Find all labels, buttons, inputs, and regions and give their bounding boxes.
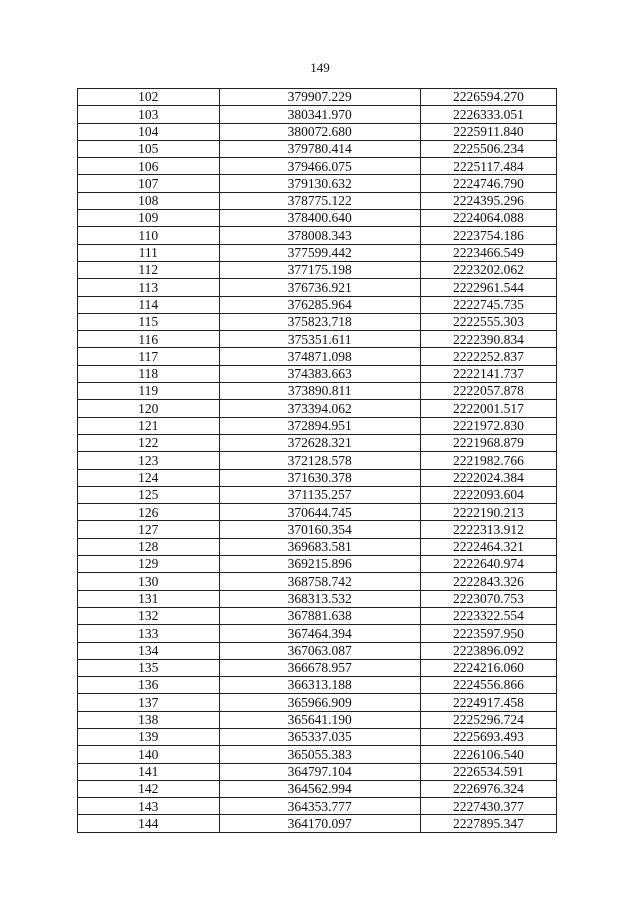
x-coordinate-cell: 369215.896	[219, 556, 420, 573]
page-number: 149	[310, 60, 330, 75]
x-coordinate-cell: 367881.638	[219, 607, 420, 624]
x-coordinate-cell: 379780.414	[219, 140, 420, 157]
point-number-cell: 103	[78, 106, 220, 123]
table-row	[78, 538, 557, 555]
y-coordinate-cell: 2224556.866	[420, 677, 556, 694]
y-coordinate-cell: 2224746.790	[420, 175, 556, 192]
x-coordinate-cell: 380341.970	[219, 106, 420, 123]
x-coordinate-cell: 365055.383	[219, 746, 420, 763]
y-coordinate-cell: 2222390.834	[420, 331, 556, 348]
x-coordinate-cell: 379466.075	[219, 158, 420, 175]
x-coordinate-cell: 373890.811	[219, 383, 420, 400]
y-coordinate-cell: 2227895.347	[420, 815, 556, 832]
x-coordinate-cell: 366313.188	[219, 677, 420, 694]
point-number-cell: 104	[78, 123, 220, 140]
y-coordinate-cell: 2222252.837	[420, 348, 556, 365]
x-coordinate-cell: 368313.532	[219, 590, 420, 607]
table-row	[78, 659, 557, 676]
x-coordinate-cell: 369683.581	[219, 538, 420, 555]
x-coordinate-cell: 371135.257	[219, 486, 420, 503]
table-row	[78, 279, 557, 296]
point-number-cell: 128	[78, 538, 220, 555]
x-coordinate-cell: 367464.394	[219, 625, 420, 642]
y-coordinate-cell: 2221968.879	[420, 434, 556, 451]
table-row	[78, 400, 557, 417]
point-number-cell: 141	[78, 763, 220, 780]
point-number-cell: 112	[78, 261, 220, 278]
table-row	[78, 607, 557, 624]
table-row	[78, 106, 557, 123]
point-number-cell: 137	[78, 694, 220, 711]
point-number-cell: 139	[78, 728, 220, 745]
x-coordinate-cell: 377599.442	[219, 244, 420, 261]
point-number-cell: 123	[78, 452, 220, 469]
point-number-cell: 131	[78, 590, 220, 607]
y-coordinate-cell: 2223322.554	[420, 607, 556, 624]
y-coordinate-cell: 2227430.377	[420, 798, 556, 815]
point-number-cell: 125	[78, 486, 220, 503]
x-coordinate-cell: 370160.354	[219, 521, 420, 538]
table-row	[78, 123, 557, 140]
x-coordinate-cell: 378400.640	[219, 210, 420, 227]
table-row	[78, 296, 557, 313]
x-coordinate-cell: 377175.198	[219, 261, 420, 278]
point-number-cell: 133	[78, 625, 220, 642]
y-coordinate-cell: 2226333.051	[420, 106, 556, 123]
table-row	[78, 780, 557, 797]
table-row	[78, 261, 557, 278]
table-row	[78, 521, 557, 538]
y-coordinate-cell: 2225693.493	[420, 728, 556, 745]
table-row	[78, 642, 557, 659]
x-coordinate-cell: 379907.229	[219, 89, 420, 106]
y-coordinate-cell: 2224216.060	[420, 659, 556, 676]
y-coordinate-cell: 2223070.753	[420, 590, 556, 607]
y-coordinate-cell: 2226106.540	[420, 746, 556, 763]
point-number-cell: 126	[78, 504, 220, 521]
x-coordinate-cell: 370644.745	[219, 504, 420, 521]
table-row	[78, 331, 557, 348]
point-number-cell: 127	[78, 521, 220, 538]
table-row	[78, 313, 557, 330]
y-coordinate-cell: 2222464.321	[420, 538, 556, 555]
point-number-cell: 117	[78, 348, 220, 365]
x-coordinate-cell: 379130.632	[219, 175, 420, 192]
y-coordinate-cell: 2221982.766	[420, 452, 556, 469]
point-number-cell: 136	[78, 677, 220, 694]
x-coordinate-cell: 372894.951	[219, 417, 420, 434]
coordinate-table-body	[78, 89, 557, 833]
table-row	[78, 711, 557, 728]
table-row	[78, 590, 557, 607]
point-number-cell: 138	[78, 711, 220, 728]
point-number-cell: 107	[78, 175, 220, 192]
table-row	[78, 417, 557, 434]
x-coordinate-cell: 378008.343	[219, 227, 420, 244]
x-coordinate-cell: 366678.957	[219, 659, 420, 676]
x-coordinate-cell: 365966.909	[219, 694, 420, 711]
y-coordinate-cell: 2224064.088	[420, 210, 556, 227]
x-coordinate-cell: 375351.611	[219, 331, 420, 348]
point-number-cell: 129	[78, 556, 220, 573]
table-row	[78, 158, 557, 175]
point-number-cell: 106	[78, 158, 220, 175]
point-number-cell: 134	[78, 642, 220, 659]
table-row	[78, 677, 557, 694]
table-row	[78, 798, 557, 815]
table-row	[78, 227, 557, 244]
table-row	[78, 140, 557, 157]
table-row	[78, 365, 557, 382]
y-coordinate-cell: 2222190.213	[420, 504, 556, 521]
point-number-cell: 110	[78, 227, 220, 244]
point-number-cell: 113	[78, 279, 220, 296]
x-coordinate-cell: 368758.742	[219, 573, 420, 590]
x-coordinate-cell: 367063.087	[219, 642, 420, 659]
x-coordinate-cell: 380072.680	[219, 123, 420, 140]
y-coordinate-cell: 2224917.458	[420, 694, 556, 711]
table-row	[78, 746, 557, 763]
y-coordinate-cell: 2222745.735	[420, 296, 556, 313]
table-row	[78, 89, 557, 106]
y-coordinate-cell: 2222843.326	[420, 573, 556, 590]
y-coordinate-cell: 2225911.840	[420, 123, 556, 140]
point-number-cell: 130	[78, 573, 220, 590]
x-coordinate-cell: 373394.062	[219, 400, 420, 417]
y-coordinate-cell: 2226976.324	[420, 780, 556, 797]
y-coordinate-cell: 2223466.549	[420, 244, 556, 261]
table-row	[78, 434, 557, 451]
table-row	[78, 469, 557, 486]
x-coordinate-cell: 376285.964	[219, 296, 420, 313]
x-coordinate-cell: 374871.098	[219, 348, 420, 365]
point-number-cell: 135	[78, 659, 220, 676]
point-number-cell: 122	[78, 434, 220, 451]
point-number-cell: 118	[78, 365, 220, 382]
table-row	[78, 556, 557, 573]
y-coordinate-cell: 2222555.303	[420, 313, 556, 330]
y-coordinate-cell: 2222640.974	[420, 556, 556, 573]
point-number-cell: 144	[78, 815, 220, 832]
coordinate-table	[77, 88, 557, 833]
y-coordinate-cell: 2222057.878	[420, 383, 556, 400]
y-coordinate-cell: 2223896.092	[420, 642, 556, 659]
x-coordinate-cell: 378775.122	[219, 192, 420, 209]
y-coordinate-cell: 2225117.484	[420, 158, 556, 175]
point-number-cell: 109	[78, 210, 220, 227]
table-row	[78, 728, 557, 745]
point-number-cell: 105	[78, 140, 220, 157]
point-number-cell: 108	[78, 192, 220, 209]
table-row	[78, 192, 557, 209]
table-row	[78, 244, 557, 261]
y-coordinate-cell: 2221972.830	[420, 417, 556, 434]
table-row	[78, 175, 557, 192]
table-row	[78, 763, 557, 780]
point-number-cell: 119	[78, 383, 220, 400]
point-number-cell: 140	[78, 746, 220, 763]
point-number-cell: 124	[78, 469, 220, 486]
table-row	[78, 815, 557, 832]
table-row	[78, 452, 557, 469]
point-number-cell: 111	[78, 244, 220, 261]
x-coordinate-cell: 365641.190	[219, 711, 420, 728]
y-coordinate-cell: 2222001.517	[420, 400, 556, 417]
x-coordinate-cell: 374383.663	[219, 365, 420, 382]
y-coordinate-cell: 2223202.062	[420, 261, 556, 278]
x-coordinate-cell: 364170.097	[219, 815, 420, 832]
y-coordinate-cell: 2225296.724	[420, 711, 556, 728]
y-coordinate-cell: 2222024.384	[420, 469, 556, 486]
x-coordinate-cell: 364797.104	[219, 763, 420, 780]
y-coordinate-cell: 2225506.234	[420, 140, 556, 157]
table-row	[78, 383, 557, 400]
table-row	[78, 625, 557, 642]
point-number-cell: 143	[78, 798, 220, 815]
table-row	[78, 573, 557, 590]
y-coordinate-cell: 2222141.737	[420, 365, 556, 382]
x-coordinate-cell: 371630.378	[219, 469, 420, 486]
point-number-cell: 142	[78, 780, 220, 797]
point-number-cell: 116	[78, 331, 220, 348]
y-coordinate-cell: 2222313.912	[420, 521, 556, 538]
x-coordinate-cell: 372128.578	[219, 452, 420, 469]
table-row	[78, 348, 557, 365]
point-number-cell: 102	[78, 89, 220, 106]
x-coordinate-cell: 372628.321	[219, 434, 420, 451]
table-row	[78, 210, 557, 227]
y-coordinate-cell: 2223597.950	[420, 625, 556, 642]
y-coordinate-cell: 2226594.270	[420, 89, 556, 106]
point-number-cell: 121	[78, 417, 220, 434]
x-coordinate-cell: 375823.718	[219, 313, 420, 330]
y-coordinate-cell: 2223754.186	[420, 227, 556, 244]
point-number-cell: 115	[78, 313, 220, 330]
table-row	[78, 694, 557, 711]
table-row	[78, 504, 557, 521]
y-coordinate-cell: 2222093.604	[420, 486, 556, 503]
y-coordinate-cell: 2222961.544	[420, 279, 556, 296]
y-coordinate-cell: 2224395.296	[420, 192, 556, 209]
point-number-cell: 120	[78, 400, 220, 417]
x-coordinate-cell: 364562.994	[219, 780, 420, 797]
x-coordinate-cell: 365337.035	[219, 728, 420, 745]
table-row	[78, 486, 557, 503]
x-coordinate-cell: 376736.921	[219, 279, 420, 296]
point-number-cell: 132	[78, 607, 220, 624]
point-number-cell: 114	[78, 296, 220, 313]
y-coordinate-cell: 2226534.591	[420, 763, 556, 780]
x-coordinate-cell: 364353.777	[219, 798, 420, 815]
